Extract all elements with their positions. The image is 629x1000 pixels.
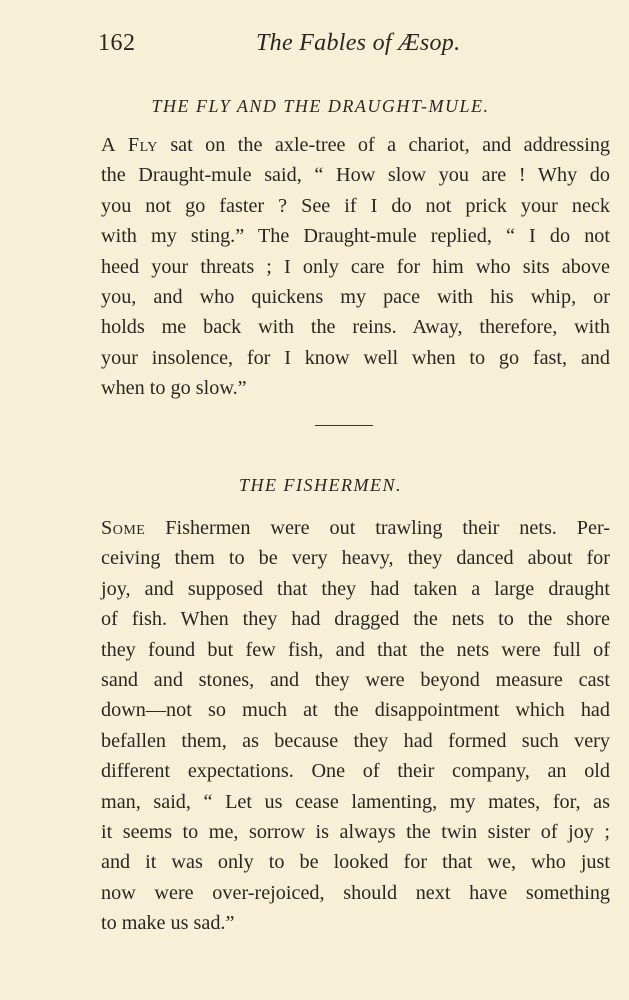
text-line: different expectations. One of their company, an old — [101, 760, 610, 783]
text-line: befallen them, as because they had formed such very — [101, 729, 610, 752]
opening-word: Some — [101, 517, 146, 539]
fable-title-fishermen: THE FISHERMEN. — [239, 475, 402, 495]
text-line: when to go slow.” — [101, 377, 247, 400]
text-line: the Draught-mule said, “ How slow you are ! Why do — [101, 164, 610, 187]
running-title: The Fables of Æsop. — [256, 30, 461, 56]
text-line: holds me back with the reins. Away, therefore, with — [101, 316, 610, 339]
text-line: man, said, “ Let us cease lamenting, my mates, for, as — [101, 790, 610, 813]
text-line — [101, 130, 610, 160]
text-line: to make us sad.” — [101, 912, 235, 935]
fable-body-fly-and-mule — [101, 130, 610, 404]
text-line: it seems to me, sorrow is always the twin sister of joy ; — [101, 820, 610, 843]
text-line: now were over-rejoiced, should next have something — [101, 881, 610, 904]
fable-title-fly-and-mule: THE FLY AND THE DRAUGHT-MULE. — [151, 96, 490, 116]
text-line: you not go faster ? See if I do not prick your neck — [101, 194, 610, 217]
text-line: down—not so much at the disappointment which had — [101, 699, 610, 722]
section-divider — [315, 425, 373, 426]
text-line: with my sting.” The Draught-mule replied, “ I do not — [101, 225, 610, 248]
text-line: sand and stones, and they were beyond measure cast — [101, 668, 610, 691]
text-line: of fish. When they had dragged the nets to the shore — [101, 608, 610, 631]
text-line-content: Fishermen were out trawling their nets. Per- — [145, 517, 610, 539]
text-line: heed your threats ; I only care for him who sits above — [101, 255, 610, 278]
text-line: they found but few fish, and that the nets were full of — [101, 638, 610, 661]
text-line: you, and who quickens my pace with his whip, or — [101, 285, 610, 308]
fable-body-fishermen — [101, 513, 610, 938]
opening-word: A Fly — [101, 134, 158, 156]
text-line — [101, 513, 610, 543]
text-line: and it was only to be looked for that we, who just — [101, 851, 610, 874]
page-header — [0, 30, 629, 60]
text-line: your insolence, for I know well when to go fast, and — [101, 346, 610, 369]
text-line: joy, and supposed that they had taken a large draught — [101, 577, 610, 600]
text-line-content: sat on the axle-tree of a chariot, and addressing — [157, 134, 611, 156]
text-line: ceiving them to be very heavy, they danced about for — [101, 547, 610, 570]
page-number: 162 — [98, 30, 136, 56]
